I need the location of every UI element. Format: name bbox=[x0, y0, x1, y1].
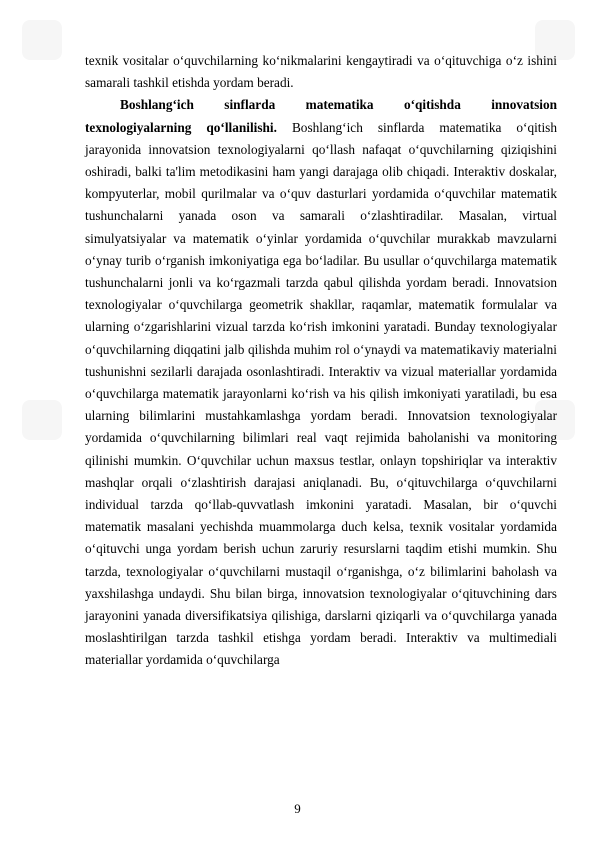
section-heading: Boshlang‘ich sinflarda matematika o‘qitishda innovatsion texnologiyalarning qo‘llanilishi. bbox=[85, 97, 557, 135]
page-number: 9 bbox=[294, 801, 301, 816]
body-text bbox=[85, 50, 557, 672]
watermark-tile bbox=[22, 400, 62, 440]
paragraph-body: Boshlang‘ich sinflarda matematika o‘qitish jarayonida innovatsion texnologiyalarni qo‘llash nafaqat o‘quvchilarning qiziqishini oshiradi, balki ta'lim metodikasini ham yangi darajaga olib chiqadi. Interaktiv doskalar, kompyuterlar, mobil qurilmalar va o‘quv dasturlari yordamida o‘quvchilar matematik tushunchalarni yanada oson va samarali o‘zlashtiradilar. Masalan, virtual simulyatsiyalar va matematik o‘yinlar yordamida o‘quvchilar murakkab mavzularni o‘ynay turib o‘rganish imkoniyatiga ega bo‘ladilar. Bu usullar o‘quvchilarga matematik tushunchalarni jonli va ko‘rgazmali tarzda qabul qilishda yordam beradi. Innovatsion texnologiyalar o‘quvchilarga geometrik shakllar, raqamlar, matematik formulalar va ularning o‘zgarishlarini vizual tarzda ko‘rish imkonini yaratadi. Bunday texnologiyalar o‘quvchilarning diqqatini jalb qilishda muhim rol o‘ynaydi va matematikaviy materialni tushunishni sezilarli darajada osonlashtiradi. Interaktiv va vizual materiallar yordamida o‘quvchilarga matematik jarayonlarni ko‘rish va his qilish imkoniyati yaratiladi, bu esa ularning bilimlarini mustahkamlashga yordam beradi. Innovatsion texnologiyalar yordamida o‘quvchilarning bilimlari real vaqt rejimida baholanishi va monitoring qilinishi mumkin. O‘quvchilar uchun maxsus testlar, onlayn topshiriqlar va interaktiv mashqlar orqali o‘zlashtirish darajasi aniqlanadi. Bu, o‘qituvchilarga o‘quvchilarni individual tarzda qo‘llab-quvvatlash imkonini yaratadi. Masalan, bir o‘quvchi matematik masalani yechishda muammolarga duch kelsa, texnik vositalar yordamida o‘qituvchi unga yordam berish uchun zaruriy resurslarni taqdim etishi mumkin. Shu tarzda, texnologiyalar o‘quvchilarni mustaqil o‘rganishga, o‘z bilimlarini baholash va yaxshilashga undaydi. Shu bilan birga, innovatsion texnologiyalar o‘qituvchining dars jarayonini yanada diversifikatsiya qilishiga, darslarni qiziqarli va o‘quvchilarga yanada moslashtirilgan tarzda tashkil etishga yordam beradi. Interaktiv va multimediali materiallar yordamida o‘quvchilarga bbox=[85, 119, 557, 668]
paragraph-continuation: texnik vositalar o‘quvchilarning ko‘nikmalarini kengaytiradi va o‘qituvchiga o‘z ishini samarali tashkil etishda yordam beradi. bbox=[85, 53, 557, 91]
watermark-tile bbox=[22, 20, 62, 60]
paragraph-main bbox=[85, 94, 557, 671]
